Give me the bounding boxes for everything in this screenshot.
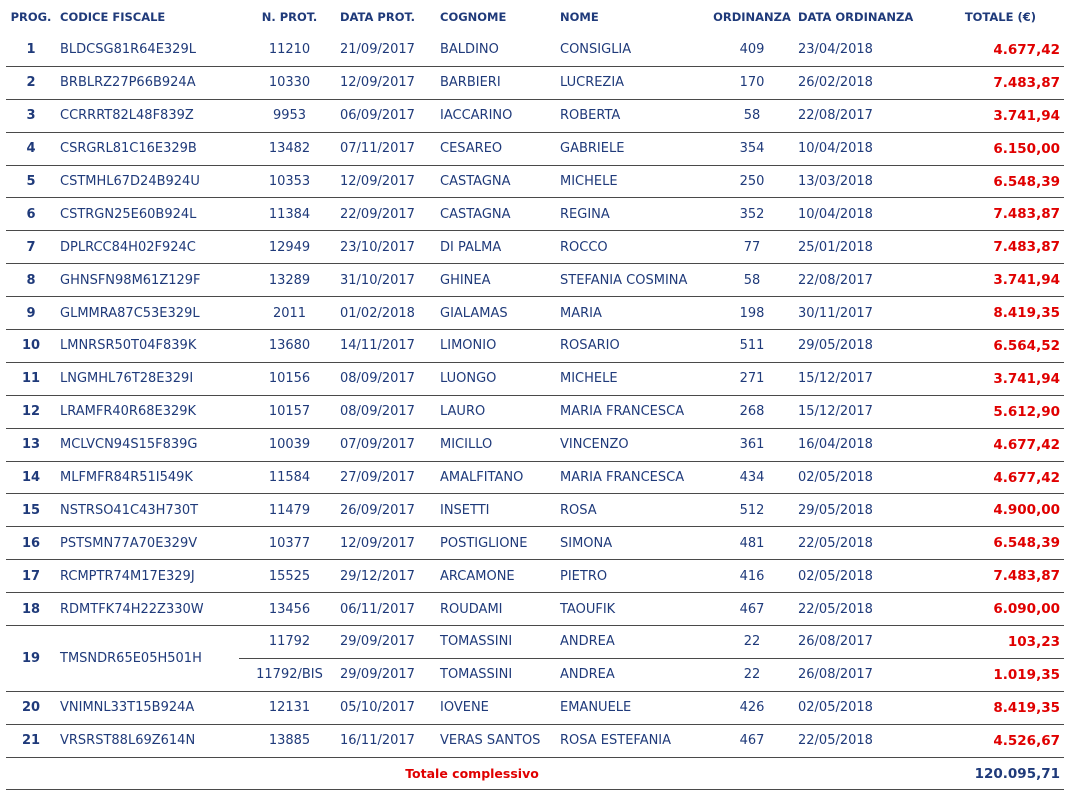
cell-prog: 2 [6, 66, 56, 99]
cell-data-ordinanza: 25/01/2018 [794, 231, 934, 264]
cell-totale: 3.741,94 [934, 264, 1064, 297]
cell-nome: ROCCO [556, 231, 706, 264]
cell-ordinanza: 354 [706, 132, 794, 165]
header-ordinanza: ORDINANZA [713, 10, 791, 24]
cell-nome: MARIA FRANCESCA [556, 395, 706, 428]
cell-cognome: MICILLO [436, 428, 556, 461]
cell-cognome: VERAS SANTOS [436, 724, 556, 757]
cell-codice-fiscale: DPLRCC84H02F924C [56, 231, 239, 264]
header-n-prot: N. PROT. [261, 10, 318, 24]
cell-cognome: INSETTI [436, 494, 556, 527]
cell-ordinanza: 77 [706, 231, 794, 264]
cell-n-prot: 13680 [239, 330, 336, 363]
cell-nome: MARIA [556, 297, 706, 330]
cell-codice-fiscale: MLFMFR84R51I549K [56, 461, 239, 494]
cell-ordinanza: 361 [706, 428, 794, 461]
cell-n-prot: 11384 [239, 198, 336, 231]
cell-codice-fiscale: NSTRSO41C43H730T [56, 494, 239, 527]
table-row [6, 198, 1064, 231]
cell-data-prot: 21/09/2017 [336, 34, 436, 66]
cell-nome: REGINA [556, 198, 706, 231]
table-row [6, 724, 1064, 757]
cell-totale: 4.677,42 [934, 461, 1064, 494]
cell-totale: 1.019,35 [934, 658, 1064, 691]
table-row [6, 34, 1064, 66]
header-data-ordinanza: DATA ORDINANZA [798, 10, 914, 24]
cell-cognome: IOVENE [436, 691, 556, 724]
cell-nome: ANDREA [556, 626, 706, 659]
cell-nome: LUCREZIA [556, 66, 706, 99]
cell-n-prot: 13482 [239, 132, 336, 165]
table-row [6, 66, 1064, 99]
cell-totale: 4.677,42 [934, 34, 1064, 66]
cell-nome: ANDREA [556, 658, 706, 691]
header-data-prot: DATA PROT. [340, 10, 415, 24]
cell-prog: 1 [6, 34, 56, 66]
cell-ordinanza: 271 [706, 362, 794, 395]
header-row [6, 0, 1064, 34]
cell-codice-fiscale: VRSRST88L69Z614N [56, 724, 239, 757]
cell-nome: ROSA [556, 494, 706, 527]
cell-prog: 21 [6, 724, 56, 757]
cell-data-prot: 08/09/2017 [336, 395, 436, 428]
header-totale: TOTALE (€) [964, 10, 1036, 24]
cell-totale: 103,23 [934, 626, 1064, 659]
cell-n-prot: 12949 [239, 231, 336, 264]
cell-prog: 17 [6, 560, 56, 593]
cell-data-ordinanza: 22/08/2017 [794, 264, 934, 297]
cell-data-ordinanza: 22/08/2017 [794, 99, 934, 132]
cell-totale: 8.419,35 [934, 297, 1064, 330]
cell-cognome: ARCAMONE [436, 560, 556, 593]
cell-totale: 5.612,90 [934, 395, 1064, 428]
table-row [6, 99, 1064, 132]
cell-prog: 7 [6, 231, 56, 264]
table-row [6, 461, 1064, 494]
table-row [6, 593, 1064, 626]
cell-data-ordinanza: 23/04/2018 [794, 34, 934, 66]
cell-n-prot: 11210 [239, 34, 336, 66]
cell-data-ordinanza: 15/12/2017 [794, 362, 934, 395]
cell-nome: ROSARIO [556, 330, 706, 363]
total-row [6, 757, 1064, 790]
cell-ordinanza: 170 [706, 66, 794, 99]
cell-codice-fiscale: RCMPTR74M17E329J [56, 560, 239, 593]
cell-cognome: ROUDAMI [436, 593, 556, 626]
cell-ordinanza: 409 [706, 34, 794, 66]
cell-n-prot: 9953 [239, 99, 336, 132]
cell-totale: 6.564,52 [934, 330, 1064, 363]
cell-codice-fiscale: CSTMHL67D24B924U [56, 165, 239, 198]
cell-totale: 7.483,87 [934, 66, 1064, 99]
cell-cognome: CASTAGNA [436, 198, 556, 231]
cell-data-prot: 12/09/2017 [336, 165, 436, 198]
cell-data-ordinanza: 26/08/2017 [794, 658, 934, 691]
cell-codice-fiscale: PSTSMN77A70E329V [56, 527, 239, 560]
cell-n-prot: 15525 [239, 560, 336, 593]
cell-n-prot: 12131 [239, 691, 336, 724]
cell-ordinanza: 22 [706, 626, 794, 659]
cell-prog: 19 [6, 626, 56, 692]
cell-cognome: IACCARINO [436, 99, 556, 132]
cell-n-prot: 10330 [239, 66, 336, 99]
table-row [6, 527, 1064, 560]
cell-prog: 8 [6, 264, 56, 297]
cell-totale: 4.677,42 [934, 428, 1064, 461]
cell-cognome: DI PALMA [436, 231, 556, 264]
table-row [6, 626, 1064, 659]
cell-codice-fiscale: RDMTFK74H22Z330W [56, 593, 239, 626]
cell-data-ordinanza: 26/08/2017 [794, 626, 934, 659]
cell-codice-fiscale: LNGMHL76T28E329I [56, 362, 239, 395]
cell-data-prot: 07/09/2017 [336, 428, 436, 461]
cell-data-ordinanza: 26/02/2018 [794, 66, 934, 99]
cell-totale: 6.548,39 [934, 527, 1064, 560]
cell-data-prot: 31/10/2017 [336, 264, 436, 297]
cell-totale: 6.150,00 [934, 132, 1064, 165]
cell-codice-fiscale: LMNRSR50T04F839K [56, 330, 239, 363]
cell-data-prot: 08/09/2017 [336, 362, 436, 395]
cell-data-ordinanza: 02/05/2018 [794, 461, 934, 494]
cell-ordinanza: 268 [706, 395, 794, 428]
cell-nome: CONSIGLIA [556, 34, 706, 66]
cell-data-prot: 23/10/2017 [336, 231, 436, 264]
cell-prog: 4 [6, 132, 56, 165]
cell-totale: 4.900,00 [934, 494, 1064, 527]
table-row [6, 330, 1064, 363]
cell-data-ordinanza: 30/11/2017 [794, 297, 934, 330]
cell-n-prot: 2011 [239, 297, 336, 330]
cell-nome: MICHELE [556, 362, 706, 395]
cell-data-prot: 29/09/2017 [336, 658, 436, 691]
table-row [6, 264, 1064, 297]
cell-ordinanza: 467 [706, 593, 794, 626]
cell-prog: 14 [6, 461, 56, 494]
cell-nome: ROBERTA [556, 99, 706, 132]
cell-ordinanza: 512 [706, 494, 794, 527]
cell-prog: 6 [6, 198, 56, 231]
cell-n-prot: 10157 [239, 395, 336, 428]
cell-prog: 16 [6, 527, 56, 560]
cell-nome: GABRIELE [556, 132, 706, 165]
table-row [6, 297, 1064, 330]
cell-nome: MARIA FRANCESCA [556, 461, 706, 494]
cell-data-ordinanza: 15/12/2017 [794, 395, 934, 428]
cell-prog: 13 [6, 428, 56, 461]
table-row [6, 231, 1064, 264]
cell-totale: 4.526,67 [934, 724, 1064, 757]
cell-totale: 3.741,94 [934, 362, 1064, 395]
cell-data-prot: 12/09/2017 [336, 66, 436, 99]
cell-data-ordinanza: 10/04/2018 [794, 198, 934, 231]
cell-codice-fiscale: LRAMFR40R68E329K [56, 395, 239, 428]
cell-ordinanza: 434 [706, 461, 794, 494]
cell-nome: TAOUFIK [556, 593, 706, 626]
cell-nome: STEFANIA COSMINA [556, 264, 706, 297]
cell-cognome: BARBIERI [436, 66, 556, 99]
cell-codice-fiscale: BRBLRZ27P66B924A [56, 66, 239, 99]
cell-data-ordinanza: 13/03/2018 [794, 165, 934, 198]
cell-data-prot: 06/09/2017 [336, 99, 436, 132]
cell-ordinanza: 426 [706, 691, 794, 724]
table-row [6, 395, 1064, 428]
cell-prog: 20 [6, 691, 56, 724]
cell-ordinanza: 511 [706, 330, 794, 363]
cell-n-prot: 11792/BIS [239, 658, 336, 691]
header-codice-fiscale: CODICE FISCALE [60, 10, 166, 24]
cell-data-prot: 01/02/2018 [336, 297, 436, 330]
total-value: 120.095,71 [934, 757, 1064, 790]
cell-data-prot: 16/11/2017 [336, 724, 436, 757]
cell-data-prot: 29/12/2017 [336, 560, 436, 593]
cell-codice-fiscale: VNIMNL33T15B924A [56, 691, 239, 724]
cell-ordinanza: 58 [706, 99, 794, 132]
table-row [6, 691, 1064, 724]
cell-codice-fiscale: CCRRRT82L48F839Z [56, 99, 239, 132]
cell-totale: 8.419,35 [934, 691, 1064, 724]
cell-codice-fiscale: GLMMRA87C53E329L [56, 297, 239, 330]
cell-data-prot: 27/09/2017 [336, 461, 436, 494]
cell-data-prot: 07/11/2017 [336, 132, 436, 165]
cell-data-ordinanza: 22/05/2018 [794, 724, 934, 757]
cell-n-prot: 10039 [239, 428, 336, 461]
cell-n-prot: 11584 [239, 461, 336, 494]
cell-data-prot: 12/09/2017 [336, 527, 436, 560]
cell-totale: 6.090,00 [934, 593, 1064, 626]
cell-data-ordinanza: 02/05/2018 [794, 691, 934, 724]
table-row [6, 132, 1064, 165]
cell-n-prot: 11792 [239, 626, 336, 659]
cell-cognome: BALDINO [436, 34, 556, 66]
cell-prog: 11 [6, 362, 56, 395]
cell-ordinanza: 58 [706, 264, 794, 297]
cell-codice-fiscale: BLDCSG81R64E329L [56, 34, 239, 66]
cell-n-prot: 13289 [239, 264, 336, 297]
cell-codice-fiscale: CSRGRL81C16E329B [56, 132, 239, 165]
cell-prog: 12 [6, 395, 56, 428]
cell-data-prot: 05/10/2017 [336, 691, 436, 724]
cell-data-ordinanza: 29/05/2018 [794, 494, 934, 527]
cell-nome: ROSA ESTEFANIA [556, 724, 706, 757]
cell-ordinanza: 416 [706, 560, 794, 593]
cell-cognome: GHINEA [436, 264, 556, 297]
table-row [6, 165, 1064, 198]
cell-cognome: LUONGO [436, 362, 556, 395]
cell-prog: 3 [6, 99, 56, 132]
cell-totale: 7.483,87 [934, 231, 1064, 264]
cell-data-prot: 29/09/2017 [336, 626, 436, 659]
cell-ordinanza: 250 [706, 165, 794, 198]
cell-ordinanza: 22 [706, 658, 794, 691]
cell-data-prot: 14/11/2017 [336, 330, 436, 363]
cell-n-prot: 10377 [239, 527, 336, 560]
cell-data-prot: 06/11/2017 [336, 593, 436, 626]
cell-totale: 7.483,87 [934, 198, 1064, 231]
cell-data-prot: 22/09/2017 [336, 198, 436, 231]
cell-nome: EMANUELE [556, 691, 706, 724]
cell-data-ordinanza: 22/05/2018 [794, 527, 934, 560]
header-prog: PROG. [10, 10, 52, 24]
cell-cognome: TOMASSINI [436, 658, 556, 691]
cell-totale: 3.741,94 [934, 99, 1064, 132]
cell-n-prot: 11479 [239, 494, 336, 527]
cell-ordinanza: 352 [706, 198, 794, 231]
cell-n-prot: 10353 [239, 165, 336, 198]
header-nome: NOME [560, 10, 599, 24]
cell-data-prot: 26/09/2017 [336, 494, 436, 527]
header-cognome: COGNOME [440, 10, 507, 24]
cell-data-ordinanza: 02/05/2018 [794, 560, 934, 593]
cell-data-ordinanza: 10/04/2018 [794, 132, 934, 165]
data-table [6, 0, 1064, 790]
cell-codice-fiscale: GHNSFN98M61Z129F [56, 264, 239, 297]
cell-ordinanza: 467 [706, 724, 794, 757]
cell-n-prot: 10156 [239, 362, 336, 395]
table-row [6, 362, 1064, 395]
cell-nome: MICHELE [556, 165, 706, 198]
cell-prog: 15 [6, 494, 56, 527]
cell-data-ordinanza: 29/05/2018 [794, 330, 934, 363]
cell-cognome: AMALFITANO [436, 461, 556, 494]
cell-prog: 5 [6, 165, 56, 198]
table-row [6, 428, 1064, 461]
cell-codice-fiscale: MCLVCN94S15F839G [56, 428, 239, 461]
cell-cognome: POSTIGLIONE [436, 527, 556, 560]
total-label: Totale complessivo [6, 757, 934, 790]
cell-prog: 18 [6, 593, 56, 626]
cell-cognome: LAURO [436, 395, 556, 428]
cell-cognome: TOMASSINI [436, 626, 556, 659]
cell-n-prot: 13885 [239, 724, 336, 757]
cell-prog: 9 [6, 297, 56, 330]
cell-nome: VINCENZO [556, 428, 706, 461]
cell-totale: 7.483,87 [934, 560, 1064, 593]
cell-cognome: CASTAGNA [436, 165, 556, 198]
cell-nome: PIETRO [556, 560, 706, 593]
cell-prog: 10 [6, 330, 56, 363]
cell-codice-fiscale: TMSNDR65E05H501H [56, 626, 239, 692]
cell-totale: 6.548,39 [934, 165, 1064, 198]
cell-cognome: LIMONIO [436, 330, 556, 363]
cell-cognome: GIALAMAS [436, 297, 556, 330]
cell-data-ordinanza: 22/05/2018 [794, 593, 934, 626]
table-row [6, 494, 1064, 527]
cell-nome: SIMONA [556, 527, 706, 560]
cell-ordinanza: 481 [706, 527, 794, 560]
cell-ordinanza: 198 [706, 297, 794, 330]
cell-n-prot: 13456 [239, 593, 336, 626]
cell-cognome: CESAREO [436, 132, 556, 165]
cell-data-ordinanza: 16/04/2018 [794, 428, 934, 461]
cell-codice-fiscale: CSTRGN25E60B924L [56, 198, 239, 231]
table-row [6, 560, 1064, 593]
table-body [6, 34, 1064, 790]
